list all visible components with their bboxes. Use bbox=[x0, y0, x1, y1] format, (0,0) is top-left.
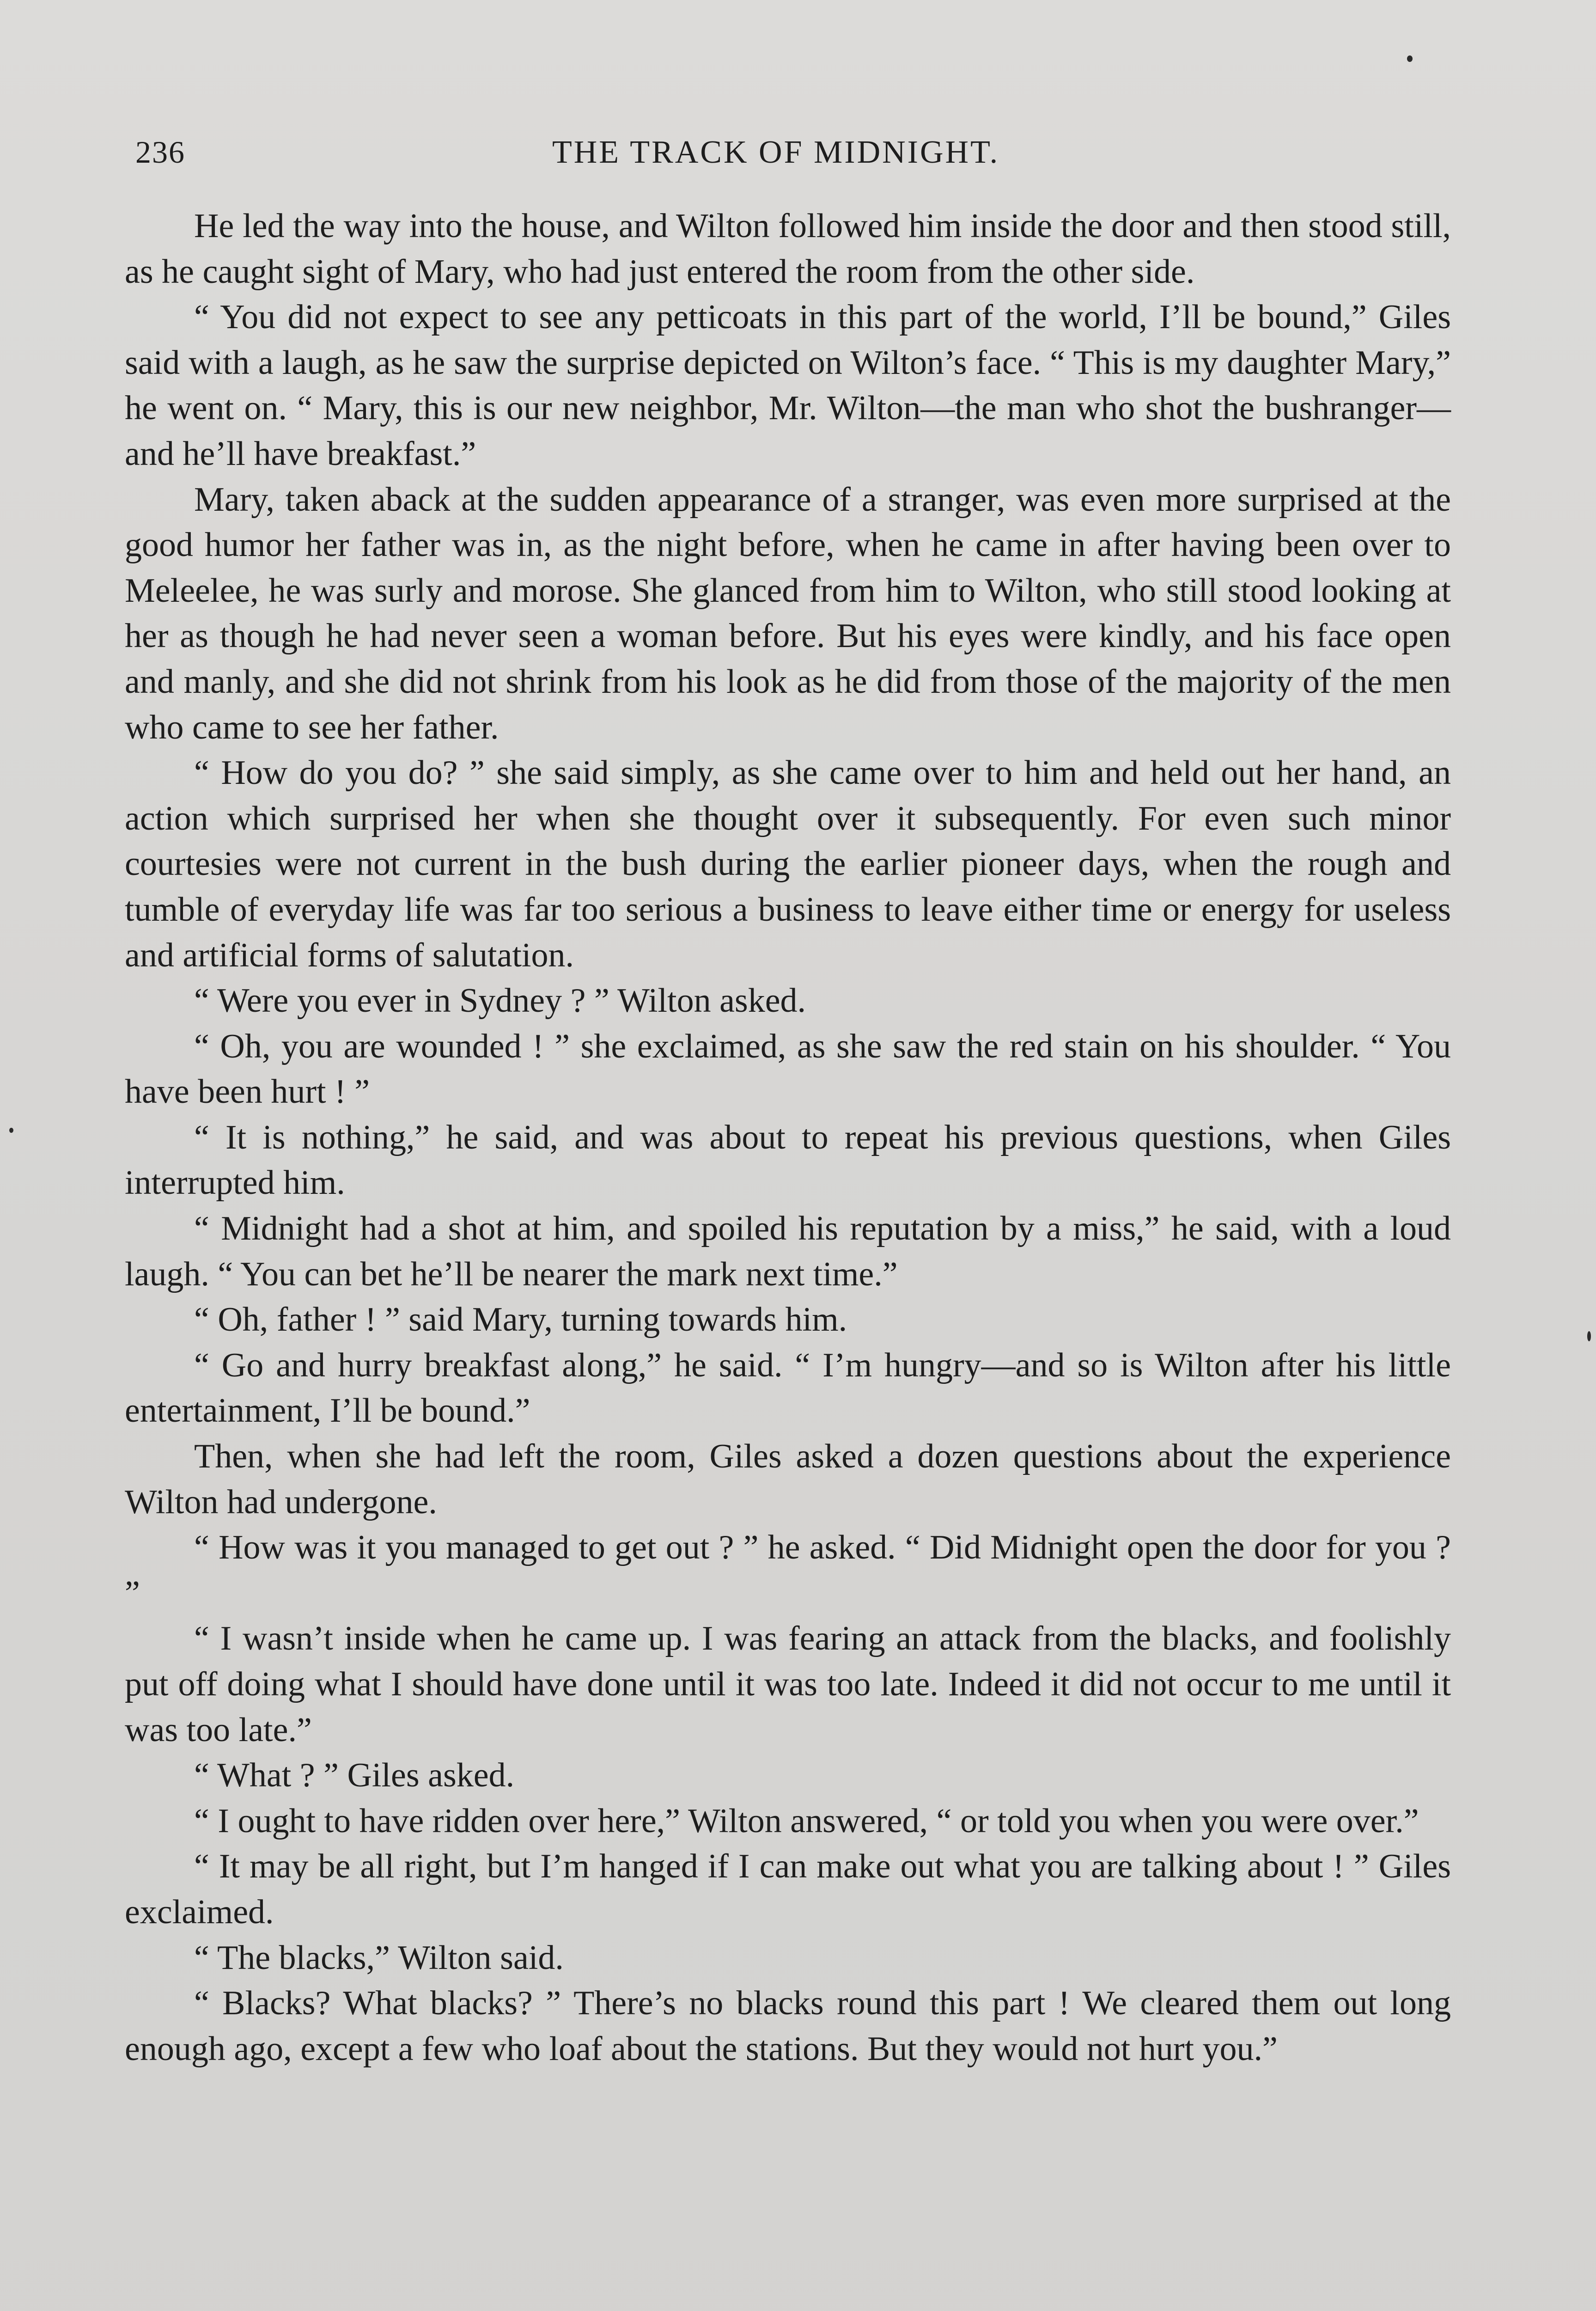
page-number: 236 bbox=[135, 135, 185, 170]
paragraph: “ What ? ” Giles asked. bbox=[194, 1756, 515, 1795]
paragraph: Then, when she had left the room, Giles asked a dozen questions about the experience Wilton had undergone. bbox=[125, 1437, 1451, 1521]
paragraph: “ I wasn’t inside when he came up. I was fearing an attack from the blacks, and foolishly put off doing what I should have done until it was too late. Indeed it did not occur to me until it was too late.” bbox=[125, 1620, 1451, 1749]
print-speck bbox=[1587, 1331, 1591, 1341]
page-header bbox=[0, 125, 1596, 180]
paragraph: “ The blacks,” Wilton said. bbox=[194, 1938, 564, 1977]
paragraph: “ You did not expect to see any petticoats in this part of the world, I’ll be bound,” Giles said with a laugh, as he saw the surprise depicted on Wilton’s face. “ This is my daughter Mary,” he went on. “ Mary, this is our new neighbor, Mr. Wilton—the man who shot the bushranger—and he’ll have breakfast.” bbox=[125, 298, 1451, 473]
paragraph: “ I ought to have ridden over here,” Wilton answered, “ or told you when you were over.” bbox=[194, 1802, 1419, 1840]
paragraph: “ Blacks? What blacks? ” There’s no blacks round this part ! We cleared them out long enough ago, except a few who loaf about the stations. But they would not hurt you.” bbox=[125, 1984, 1451, 2068]
running-head: THE TRACK OF MIDNIGHT. bbox=[552, 135, 1000, 170]
print-speck bbox=[9, 1128, 13, 1133]
paragraph: “ Oh, you are wounded ! ” she exclaimed, as she saw the red stain on his shoulder. “ You have been hurt ! ” bbox=[125, 1027, 1451, 1111]
paragraph: Mary, taken aback at the sudden appearance of a stranger, was even more surprised at the good humor her father was in, as the night before, when he came in after having been over to Meleelee, he was surly and morose. She glanced from him to Wilton, who still stood looking at her as though he had never seen a woman before. But his eyes were kindly, and his face open and manly, and she did not shrink from his look as he did from those of the majority of the men who came to see her father. bbox=[125, 480, 1451, 746]
paragraph: He led the way into the house, and Wilton followed him inside the door and then stood still, as he caught sight of Mary, who had just entered the room from the other side. bbox=[125, 207, 1451, 291]
body-text bbox=[125, 203, 1451, 2072]
paragraph: “ Midnight had a shot at him, and spoiled his reputation by a miss,” he said, with a loud laugh. “ You can bet he’ll be nearer the mark next time.” bbox=[125, 1210, 1451, 1293]
paragraph: “ How do you do? ” she said simply, as she came over to him and held out her hand, an action which surprised her when she thought over it subsequently. For even such minor courtesies were not current in the bush during the earlier pioneer days, when the rough and tumble of everyday life was far too serious a business to leave either time or energy for useless and artificial forms of salutation. bbox=[125, 754, 1451, 974]
paragraph: “ It may be all right, but I’m hanged if I can make out what you are talking about ! ” Giles exclaimed. bbox=[125, 1847, 1451, 1931]
paragraph: “ It is nothing,” he said, and was about to repeat his previous questions, when Giles interrupted him. bbox=[125, 1118, 1451, 1202]
paragraph: “ How was it you managed to get out ? ” he asked. “ Did Midnight open the door for you ? ” bbox=[125, 1528, 1451, 1612]
paragraph: “ Were you ever in Sydney ? ” Wilton asked. bbox=[194, 982, 806, 1020]
paragraph: “ Oh, father ! ” said Mary, turning towards him. bbox=[194, 1301, 847, 1339]
print-speck bbox=[1407, 55, 1413, 62]
paragraph: “ Go and hurry breakfast along,” he said. “ I’m hungry—and so is Wilton after his little entertainment, I’ll be bound.” bbox=[125, 1346, 1451, 1430]
